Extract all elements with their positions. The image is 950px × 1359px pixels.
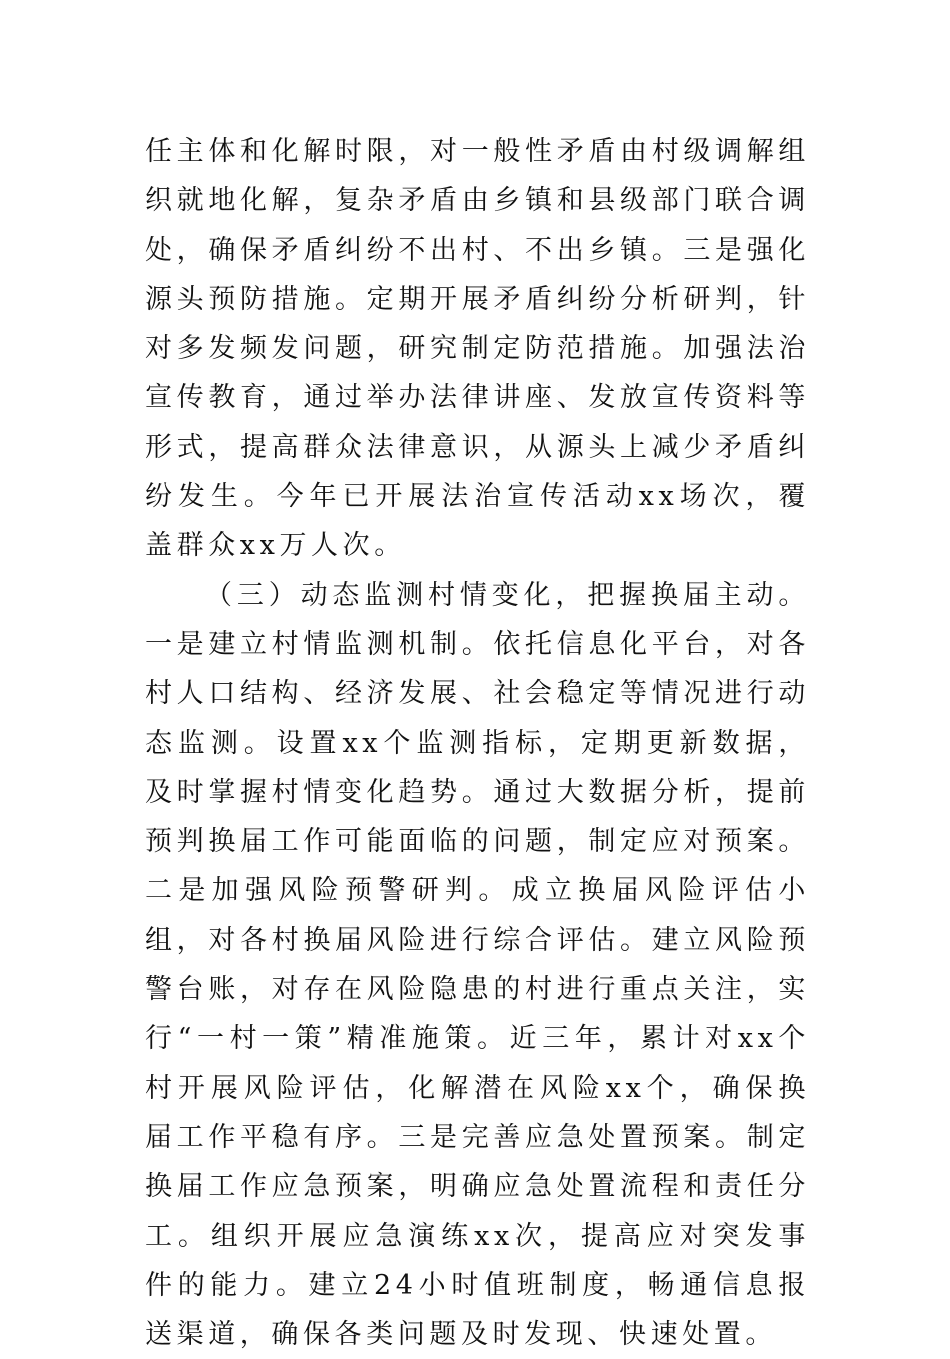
paragraph-village-monitoring: （三）动态监测村情变化，把握换届主动。一是建立村情监测机制。依托信息化平台，对各村人口结构、经济发展、社会稳定等情况进行动态监测。设置xx个监测指标，定期更新数据，及时掌握村情变化趋势。通过大数据分析，提前预判换届工作可能面临的问题，制定应对预案。二是加强风险预警研判。成立换届风险评估小组，对各村换届风险进行综合评估。建立风险预警台账，对存在风险隐患的村进行重点关注，实行“一村一策”精准施策。近三年，累计对xx个村开展风险评估，化解潜在风险xx个，确保换届工作平稳有序。三是完善应急处置预案。制定换届工作应急预案，明确应急处置流程和责任分工。组织开展应急演练xx次，提高应对突发事件的能力。建立24小时值班制度，畅通信息报送渠道，确保各类问题及时发现、快速处置。: [145, 579, 810, 1351]
paragraph-dispute-resolution: 任主体和化解时限，对一般性矛盾由村级调解组织就地化解，复杂矛盾由乡镇和县级部门联合调处，确保矛盾纠纷不出村、不出乡镇。三是强化源头预防措施。定期开展矛盾纠纷分析研判，针对多发频发问题，研究制定防范措施。加强法治宣传教育，通过举办法律讲座、发放宣传资料等形式，提高群众法律意识，从源头上减少矛盾纠纷发生。今年已开展法治宣传活动xx场次，覆盖群众xx万人次。: [145, 136, 810, 562]
document-body: [145, 127, 810, 1359]
